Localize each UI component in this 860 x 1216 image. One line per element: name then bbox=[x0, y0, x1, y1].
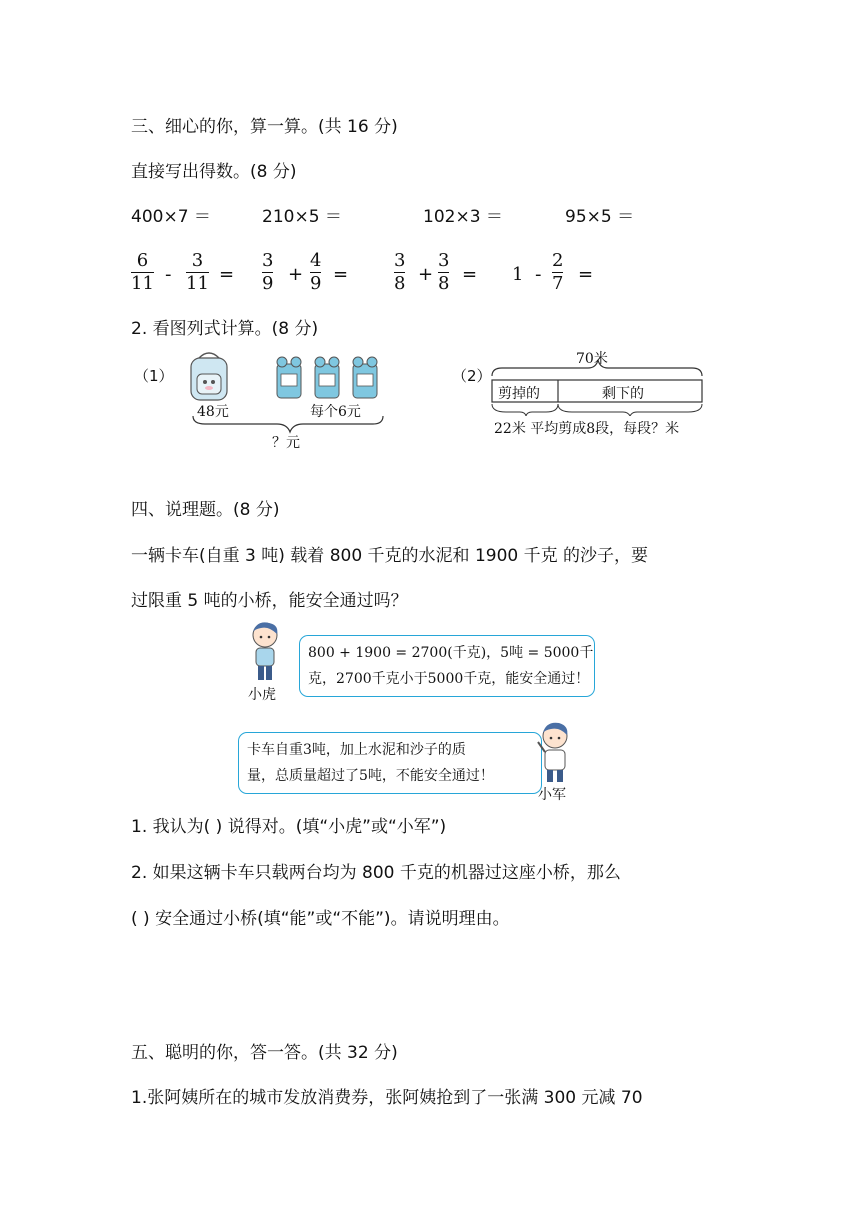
problem-line-1: 一辆卡车(自重 3 吨) 载着 800 千克的水泥和 1900 千克 的沙子，要 bbox=[131, 546, 649, 566]
pencil-sharpener-icon bbox=[277, 357, 301, 398]
calc-item-3: 102×3 ＝ bbox=[423, 207, 503, 227]
fraction-2a: 3 9 bbox=[262, 250, 274, 294]
fraction-3b: 3 8 bbox=[438, 250, 450, 294]
xiaohu-speech-bubble bbox=[299, 635, 595, 697]
figure1-label: （1） bbox=[134, 367, 174, 385]
figure2-left-label: 剩下的 bbox=[602, 386, 644, 402]
fraction-1b: 3 11 bbox=[186, 250, 209, 294]
section3-part2-title: 2. 看图列式计算。(8 分) bbox=[131, 319, 319, 339]
fraction-4b: 2 7 bbox=[552, 250, 564, 294]
calc-item-4: 95×5 ＝ bbox=[565, 207, 635, 227]
equals-op: = bbox=[462, 264, 478, 285]
xiaojun-speech-bubble bbox=[238, 732, 542, 794]
figure2-bottom-text: 22米 平均剪成8段，每段？米 bbox=[494, 421, 680, 437]
figure2-cut-label: 剪掉的 bbox=[498, 386, 540, 402]
xiaojun-speech-line-2: 量，总质量超过了5吨，不能安全通过！ bbox=[247, 768, 494, 784]
brace bbox=[492, 404, 558, 416]
section5-heading: 五、聪明的你，答一答。(共 32 分) bbox=[131, 1043, 398, 1063]
xiaojun-avatar bbox=[532, 720, 578, 784]
calc-item-1: 400×7 ＝ bbox=[131, 207, 211, 227]
figure1-left-text: 48元 bbox=[197, 404, 229, 420]
fraction-2b: 4 9 bbox=[310, 250, 322, 294]
section5-question-1-line-1: 1.张阿姨所在的城市发放消费券，张阿姨抢到了一张满 300 元减 70 bbox=[131, 1088, 643, 1108]
question-2-line-2: ( ) 安全通过小桥(填“能”或“不能”)。请说明理由。 bbox=[131, 909, 510, 929]
minus-op: - bbox=[165, 264, 172, 285]
equals-op: = bbox=[333, 264, 349, 285]
section3-part1-title: 直接写出得数。(8 分) bbox=[131, 162, 297, 182]
equals-op: = bbox=[578, 264, 594, 285]
section3-heading: 三、细心的你，算一算。(共 16 分) bbox=[131, 117, 398, 137]
figure2-label: （2） bbox=[452, 367, 492, 385]
xiaohu-name: 小虎 bbox=[248, 687, 276, 703]
plus-op: + bbox=[288, 264, 304, 285]
xiaojun-name: 小军 bbox=[538, 787, 566, 803]
question-2-line-1: 2. 如果这辆卡车只载两台均为 800 千克的机器过这座小桥，那么 bbox=[131, 863, 621, 883]
number-one: 1 bbox=[512, 264, 524, 285]
figure1-right-text: 每个6元 bbox=[310, 404, 361, 420]
calc-item-2: 210×5 ＝ bbox=[262, 207, 342, 227]
fraction-3a: 3 8 bbox=[394, 250, 406, 294]
xiaohu-avatar bbox=[243, 620, 287, 682]
equals-op: = bbox=[219, 264, 235, 285]
fraction-1a: 6 11 bbox=[131, 250, 154, 294]
backpack-icon bbox=[191, 353, 227, 400]
section4-heading: 四、说理题。(8 分) bbox=[131, 500, 280, 520]
xiaohu-speech-line-2: 克，2700千克小于5000千克，能安全通过！ bbox=[308, 671, 590, 687]
figure2-total-text: 70米 bbox=[576, 351, 608, 367]
xiaohu-speech-line-1: 800 + 1900 = 2700(千克)，5吨 = 5000千 bbox=[308, 645, 594, 661]
pencil-sharpener-icon bbox=[315, 357, 339, 398]
pencil-sharpener-icon bbox=[353, 357, 377, 398]
question-1: 1. 我认为( ) 说得对。(填“小虎”或“小军”) bbox=[131, 817, 447, 837]
problem-line-2: 过限重 5 吨的小桥，能安全通过吗？ bbox=[131, 591, 408, 611]
plus-op: + bbox=[418, 264, 434, 285]
brace bbox=[558, 404, 702, 416]
xiaojun-speech-line-1: 卡车自重3吨，加上水泥和沙子的质 bbox=[247, 742, 466, 758]
minus-op: - bbox=[535, 264, 542, 285]
figure1-total-text: ？元 bbox=[272, 435, 300, 451]
